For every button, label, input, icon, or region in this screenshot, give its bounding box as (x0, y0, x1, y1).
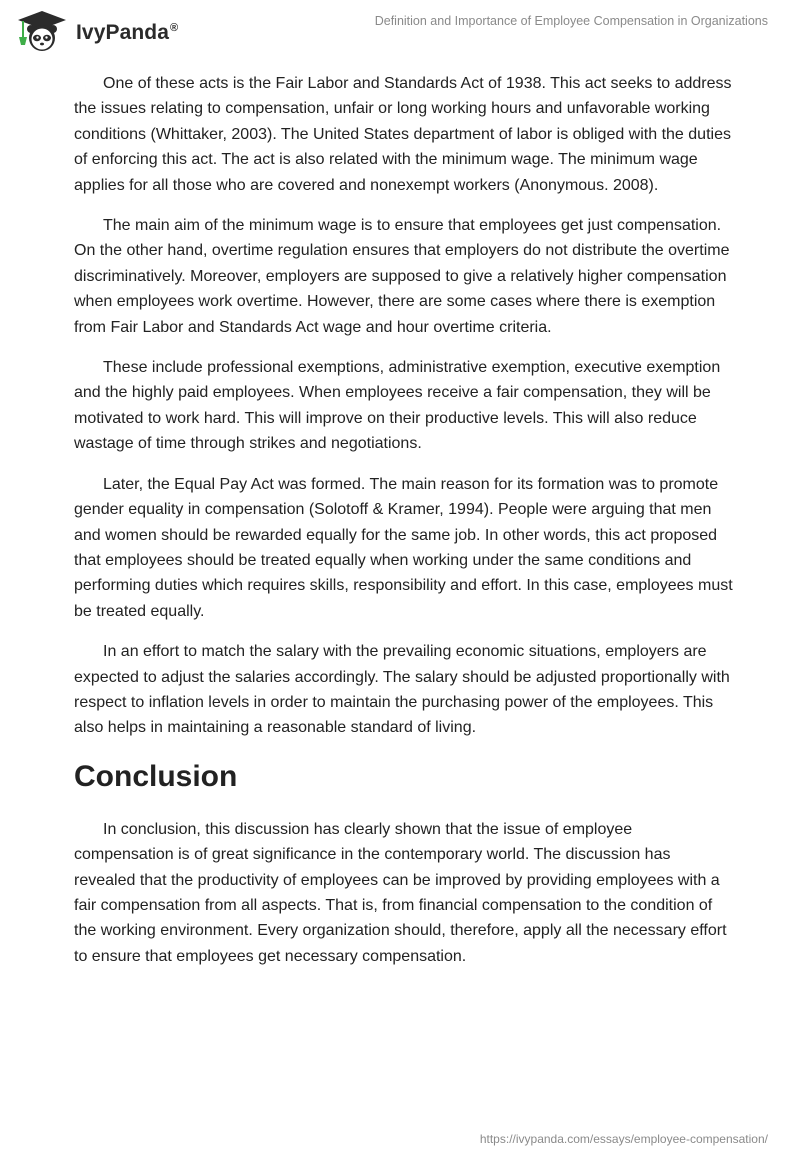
registered-mark: ® (170, 22, 179, 34)
conclusion-paragraph: In conclusion, this discussion has clearly shown that the issue of employee compensation is of great significance in the contemporary world. The discussion has revealed that the productivity of employees can be improved by providing employees with a fair compensation from all aspects. That is, from financial compensation to the condition of the working environment. Every organization should, therefore, apply all the necessary effort to ensure that employees get necessary compensation. (74, 820, 727, 965)
document-title: Definition and Importance of Employee Compensation in Organizations (374, 14, 768, 28)
panda-graduate-icon (14, 9, 70, 53)
paragraph-4: Later, the Equal Pay Act was formed. The main reason for its formation was to promote gender equality in compensation (Solotoff & Kramer, 1994). People were arguing that men and women should be rewarded equally for the same job. In other words, this act proposed that employees should be treated equally when working under the same conditions and performing duties which requires skills, responsibility and effort. In this case, employees must be treated equally. (74, 475, 733, 620)
conclusion-heading: Conclusion (74, 759, 238, 793)
essay-content (74, 71, 734, 984)
logo-wordmark: IvyPanda® (76, 21, 179, 44)
paragraph-3: These include professional exemptions, administrative exemption, executive exemption and the highly paid employees. When employees receive a fair compensation, they will be motivated to work hard. This will improve on their productive levels. This will also reduce wastage of time through strikes and negotiations. (74, 359, 721, 453)
source-url[interactable]: https://ivypanda.com/essays/employee-compensation/ (479, 1132, 768, 1146)
paragraph-1: One of these acts is the Fair Labor and Standards Act of 1938. This act seeks to address the issues relating to compensation, unfair or long working hours and unfavorable working conditions (Whittaker, 2003). The United States department of labor is obliged with the duties of enforcing this act. The act is also related with the minimum wage. The minimum wage applies for all those who are covered and nonexempt workers (Anonymous. 2008). (74, 75, 732, 194)
paragraph-2: The main aim of the minimum wage is to ensure that employees get just compensation. On the other hand, overtime regulation ensures that employers do not distribute the overtime discriminatively. Moreover, employers are supposed to give a relatively higher compensation when employees work overtime. However, there are some cases where there is exemption from Fair Labor and Standards Act wage and hour overtime criteria. (74, 217, 730, 336)
ivypanda-logo[interactable] (14, 9, 178, 53)
paragraph-5: In an effort to match the salary with the prevailing economic situations, employers are expected to adjust the salaries accordingly. The salary should be adjusted proportionally with respect to inflation levels in order to maintain the purchasing power of the employees. This also helps in maintaining a reasonable standard of living. (74, 643, 730, 737)
page-header (0, 0, 800, 64)
